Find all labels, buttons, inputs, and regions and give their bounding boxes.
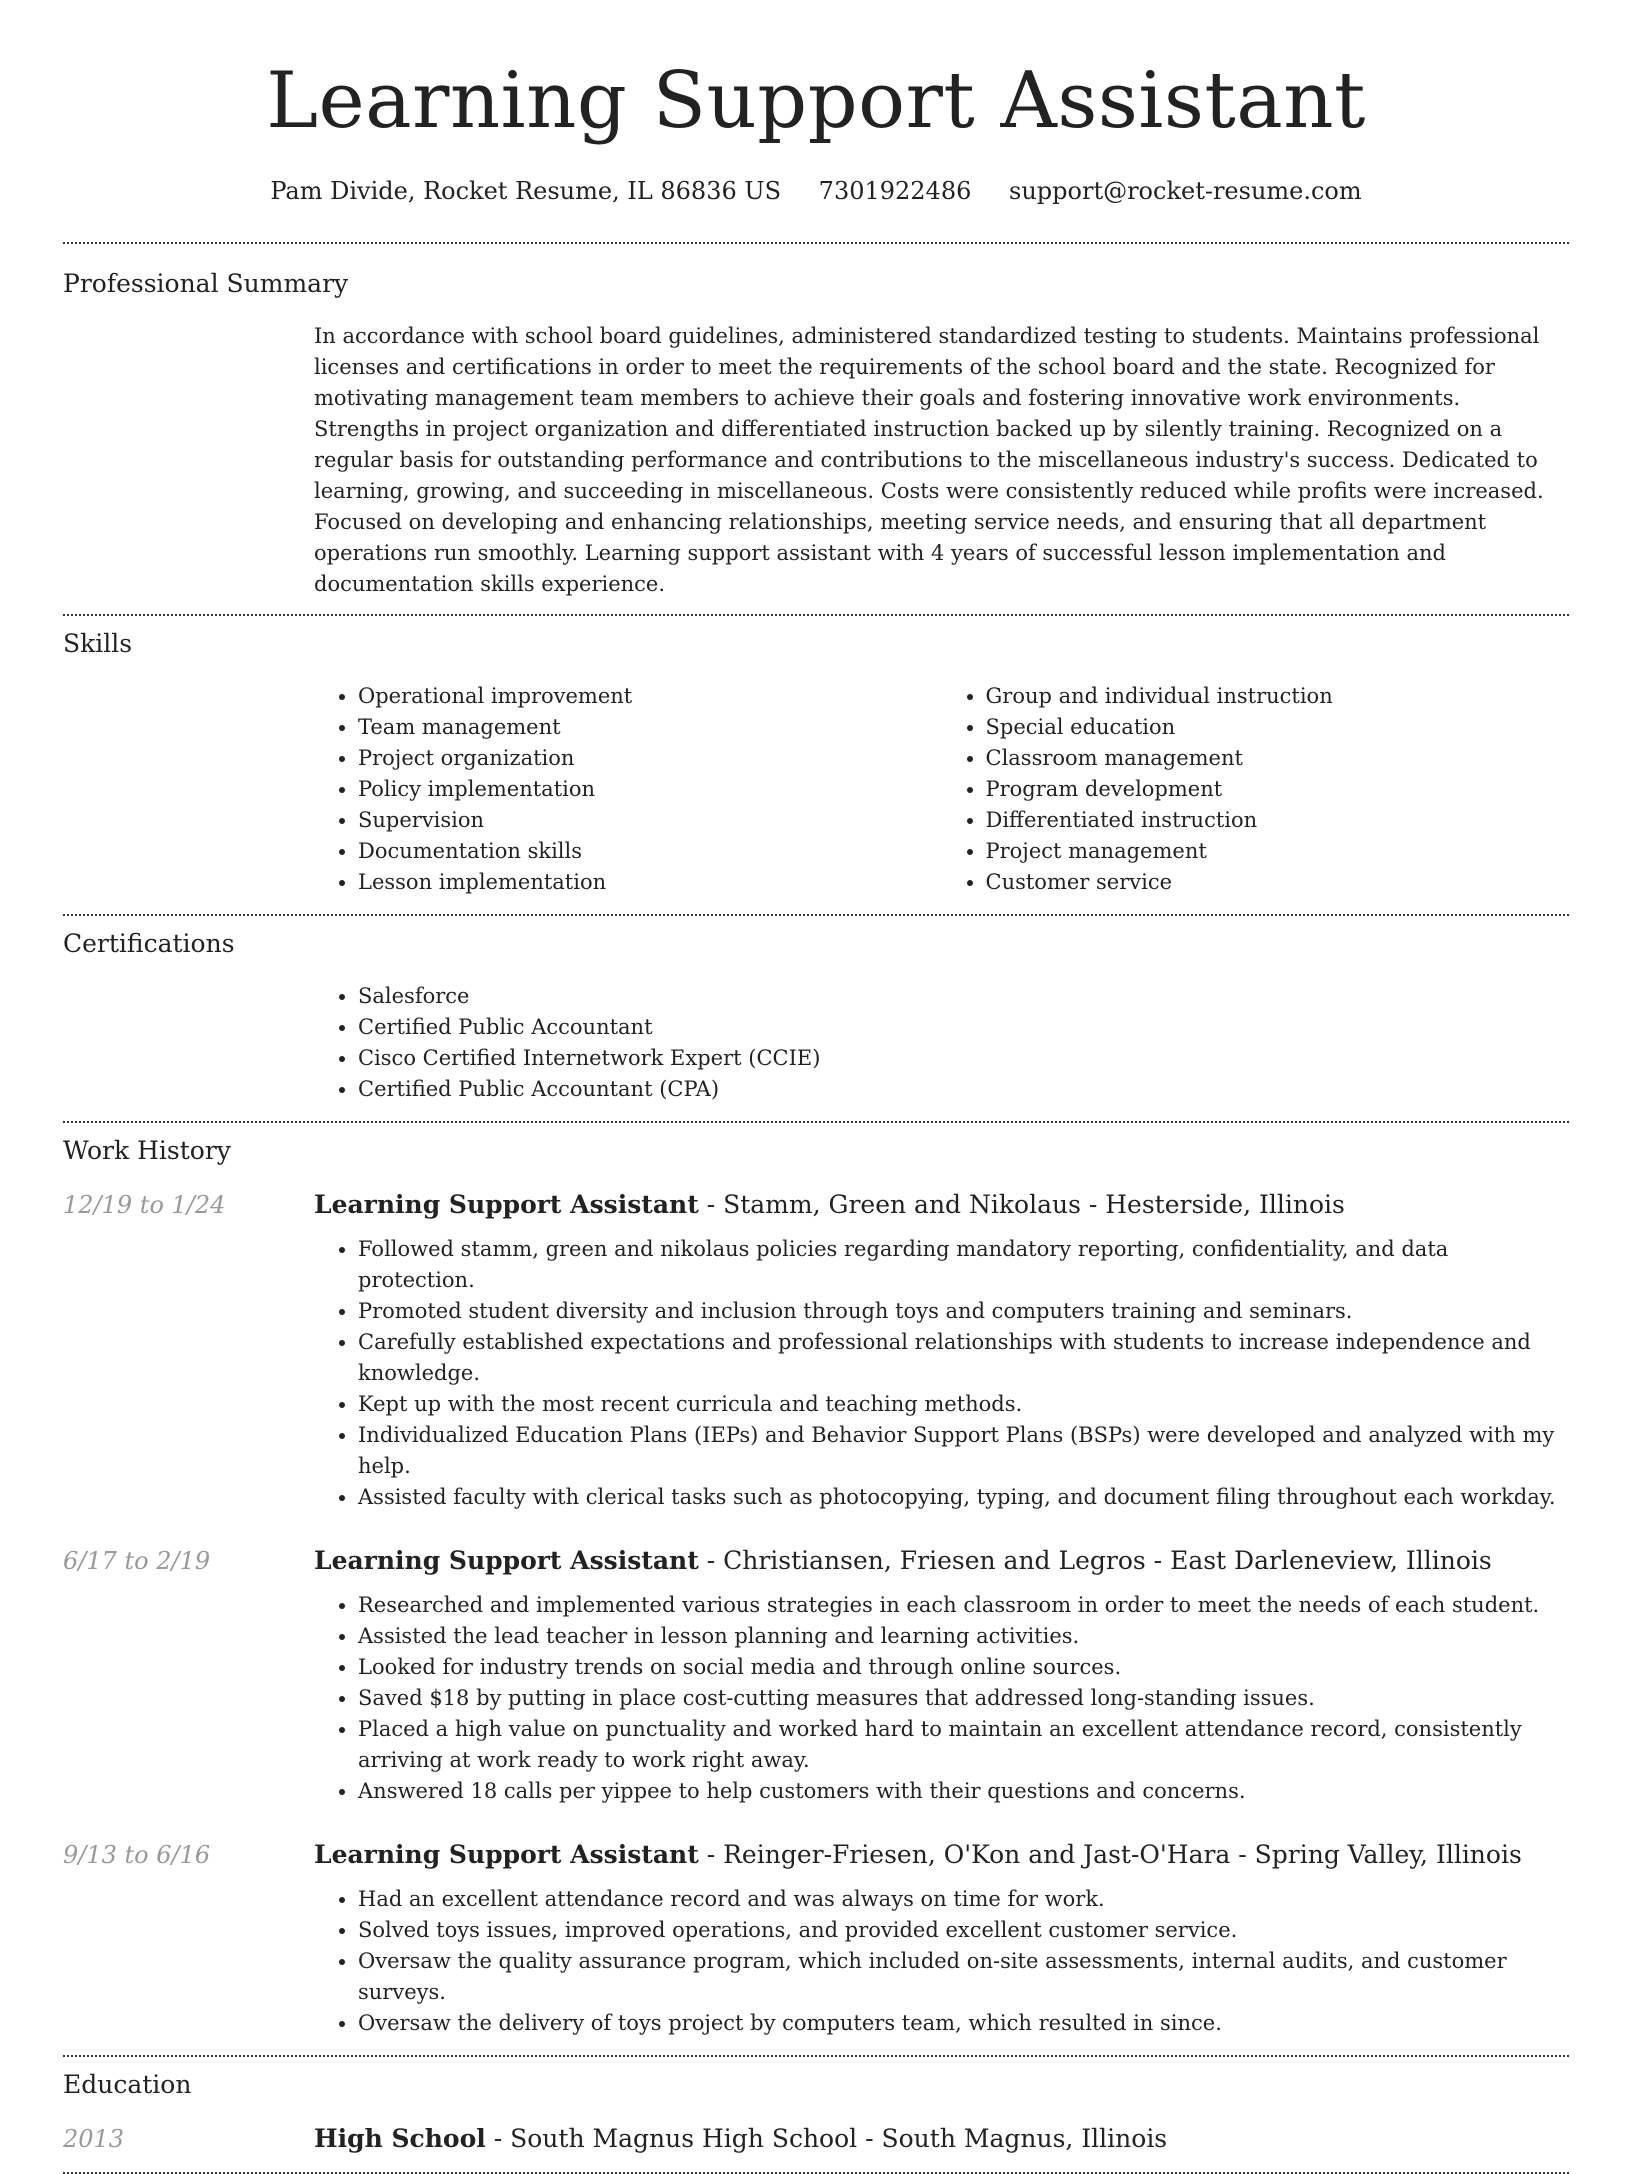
job-dates: 12/19 to 1/24: [63, 1191, 226, 1219]
job-main: [314, 1544, 1569, 1807]
skill-item: • Differentiated instruction: [986, 805, 1570, 836]
job-details: - Stamm, Green and Nikolaus - Hesterside, Illinois: [698, 1190, 1345, 1219]
job-bullet: • Oversaw the delivery of toys project by computers team, which resulted in since.: [358, 2008, 1569, 2039]
resume-header: [63, 0, 1569, 208]
skill-item: • Project management: [986, 836, 1570, 867]
skill-item: • Customer service: [986, 867, 1570, 898]
work-history-section: [63, 1123, 1569, 2055]
job-details: - Reinger-Friesen, O'Kon and Jast-O'Hara - Spring Valley, Illinois: [698, 1840, 1522, 1869]
education-entry: [63, 2122, 1569, 2172]
summary-text: In accordance with school board guidelines, administered standardized testing to students. Maintains professional licenses and certifications in order to meet the requirements of the school board and the state. Recognized for motivating management team members to achieve their goals and fostering innovative work environments. Strengths in project organization and differentiated instruction backed up by silently training. Recognized on a regular basis for outstanding performance and contributions to the miscellaneous industry's success. Dedicated to learning, growing, and succeeding in miscellaneous. Costs were consistently reduced while profits were increased. Focused on developing and enhancing relationships, meeting service needs, and ensuring that all department operations run smoothly. Learning support assistant with 4 years of successful lesson implementation and documentation skills experience.: [314, 324, 1544, 596]
job-entry: [63, 1188, 1569, 1513]
summary-body: [314, 321, 1569, 614]
certification-item: • Certified Public Accountant: [358, 1012, 1569, 1043]
certifications-body: [314, 981, 1569, 1121]
job-bullet: • Placed a high value on punctuality and worked hard to maintain an excellent attendance record, consistently arriving at work ready to work right away.: [358, 1714, 1569, 1776]
education-details: - South Magnus High School - South Magnus, Illinois: [485, 2124, 1168, 2153]
job-dates: 9/13 to 6/16: [63, 1841, 211, 1869]
job-details: - Christiansen, Friesen and Legros - East Darleneview, Illinois: [698, 1546, 1492, 1575]
job-bullet: • Oversaw the quality assurance program, which included on-site assessments, internal audits, and customer surveys.: [358, 1946, 1569, 2008]
job-bullet: • Individualized Education Plans (IEPs) and Behavior Support Plans (BSPs) were developed and analyzed with my help.: [358, 1420, 1569, 1482]
skill-item: • Project organization: [358, 743, 942, 774]
job-bullet: • Had an excellent attendance record and was always on time for work.: [358, 1884, 1569, 1915]
contact-email: support@rocket-resume.com: [1009, 177, 1362, 205]
resume-name: Learning Support Assistant: [266, 56, 1366, 146]
job-bullet: • Solved toys issues, improved operations, and provided excellent customer service.: [358, 1915, 1569, 1946]
job-title-line: [314, 1544, 1569, 1578]
skill-item: • Policy implementation: [358, 774, 942, 805]
job-title-line: [314, 1838, 1569, 1872]
skill-item: • Team management: [358, 712, 942, 743]
skills-grid: [314, 681, 1569, 914]
education-section: [63, 2057, 1569, 2172]
job-bullet: • Assisted the lead teacher in lesson planning and learning activities.: [358, 1621, 1569, 1652]
contact-address: Pam Divide, Rocket Resume, IL 86836 US: [270, 177, 782, 205]
certification-item: • Cisco Certified Internetwork Expert (CCIE): [358, 1043, 1569, 1074]
certification-item: • Certified Public Accountant (CPA): [358, 1074, 1569, 1105]
job-main: [314, 1188, 1569, 1513]
job-bullet: • Promoted student diversity and inclusion through toys and computers training and seminars.: [358, 1296, 1569, 1327]
job-bullet: • Kept up with the most recent curricula and teaching methods.: [358, 1389, 1569, 1420]
contact-phone: 7301922486: [818, 177, 972, 205]
skills-section: [63, 616, 1569, 914]
skill-item: • Documentation skills: [358, 836, 942, 867]
job-bullet: • Carefully established expectations and professional relationships with students to increase independence and knowledge.: [358, 1327, 1569, 1389]
skill-item: • Lesson implementation: [358, 867, 942, 898]
job-bullet: • Followed stamm, green and nikolaus policies regarding mandatory reporting, confidentiality, and data protection.: [358, 1234, 1569, 1296]
job-bullet: • Researched and implemented various strategies in each classroom in order to meet the needs of each student.: [358, 1590, 1569, 1621]
skills-list-right: [942, 681, 1570, 898]
skill-item: • Operational improvement: [358, 681, 942, 712]
job-role: Learning Support Assistant: [314, 1840, 699, 1869]
skill-item: • Classroom management: [986, 743, 1570, 774]
section-title-work-history: Work History: [63, 1136, 231, 1165]
job-bullet: • Saved $18 by putting in place cost-cutting measures that addressed long-standing issues.: [358, 1683, 1569, 1714]
certification-item: • Salesforce: [358, 981, 1569, 1012]
skills-list-left: [314, 681, 942, 898]
education-degree: High School: [314, 2124, 486, 2153]
education-main: [314, 2122, 1569, 2156]
skill-item: • Program development: [986, 774, 1570, 805]
job-bullet: • Looked for industry trends on social media and through online sources.: [358, 1652, 1569, 1683]
contact-line: [63, 174, 1569, 208]
summary-section: [63, 244, 1569, 614]
job-main: [314, 1838, 1569, 2039]
section-title-summary: Professional Summary: [63, 269, 349, 298]
job-bullets: [314, 1590, 1569, 1807]
certifications-section: [63, 916, 1569, 1121]
job-entry: [63, 1838, 1569, 2055]
job-dates: 6/17 to 2/19: [63, 1547, 211, 1575]
section-title-skills: Skills: [63, 629, 133, 658]
job-role: Learning Support Assistant: [314, 1190, 699, 1219]
job-title-line: [314, 1188, 1569, 1222]
job-bullet: • Assisted faculty with clerical tasks such as photocopying, typing, and document filing throughout each workday.: [358, 1482, 1569, 1513]
section-title-certifications: Certifications: [63, 929, 235, 958]
education-title-line: [314, 2122, 1569, 2156]
skill-item: • Special education: [986, 712, 1570, 743]
skill-item: • Group and individual instruction: [986, 681, 1570, 712]
skill-item: • Supervision: [358, 805, 942, 836]
education-year: 2013: [63, 2125, 125, 2153]
job-role: Learning Support Assistant: [314, 1546, 699, 1575]
job-entry: [63, 1544, 1569, 1807]
job-bullets: [314, 1234, 1569, 1513]
job-bullet: • Answered 18 calls per yippee to help customers with their questions and concerns.: [358, 1776, 1569, 1807]
section-title-education: Education: [63, 2070, 192, 2099]
certifications-list: [314, 981, 1569, 1105]
job-bullets: [314, 1884, 1569, 2039]
